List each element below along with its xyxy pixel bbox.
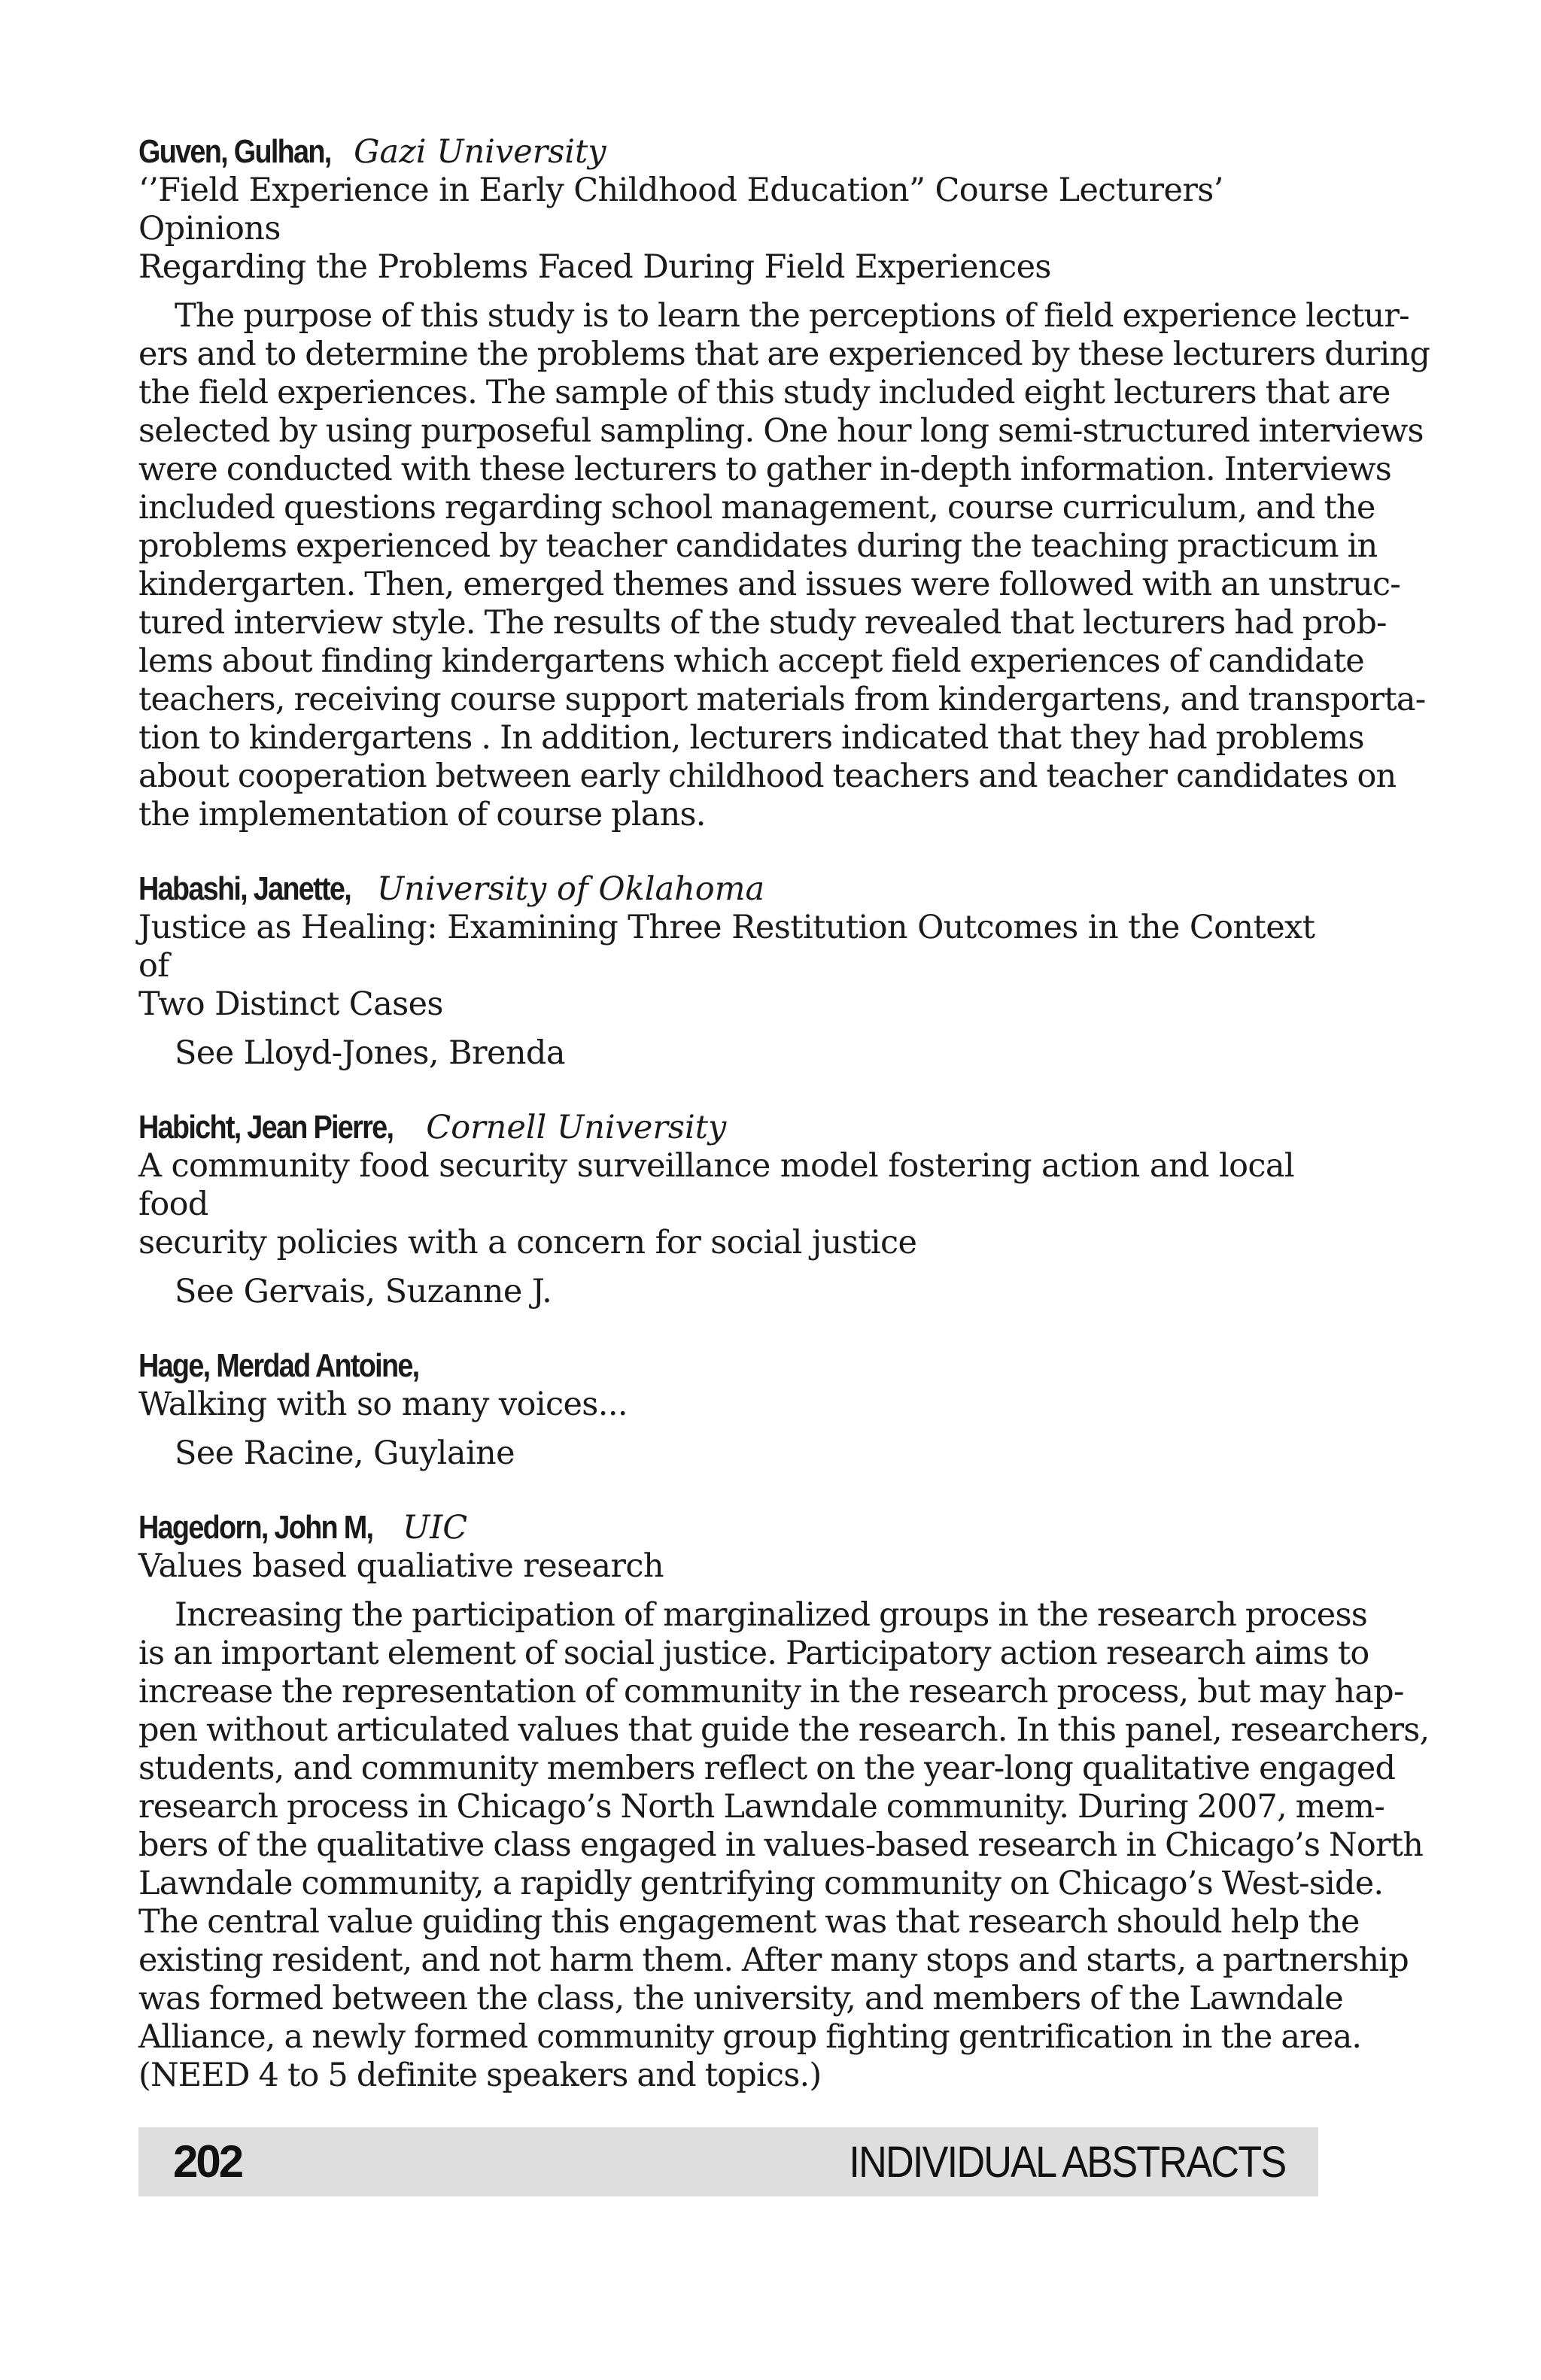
- body-line: kindergarten. Then, emerged themes and issues were followed with an unstruc-: [138, 566, 1400, 603]
- title-line: Values based qualiative research: [138, 1547, 664, 1585]
- body-line: the implementation of course plans.: [138, 796, 706, 833]
- author-line: [138, 132, 1320, 172]
- body-line: students, and community members reflect on the year-long qualitative engaged: [138, 1750, 1396, 1787]
- body-line: pen without articulated values that guide the research. In this panel, researchers,: [138, 1711, 1430, 1749]
- title-line: Walking with so many voices...: [138, 1386, 628, 1423]
- see-reference: See Lloyd-Jones, Brenda: [175, 1034, 565, 1072]
- body-line: Lawndale community, a rapidly gentrifying community on Chicago’s West-side.: [138, 1865, 1384, 1902]
- affiliation: Gazi University: [354, 133, 606, 171]
- body-line: problems experienced by teacher candidates during the teaching practicum in: [138, 527, 1378, 565]
- author-line: [138, 1508, 1320, 1547]
- author-name: Habashi, Janette,: [138, 870, 351, 907]
- author-name: Hagedorn, John M,: [138, 1509, 373, 1546]
- page-number: 202: [173, 2136, 242, 2187]
- body-line: bers of the qualitative class engaged in values-based research in Chicago’s North: [138, 1826, 1424, 1864]
- title-line: Two Distinct Cases: [138, 985, 443, 1023]
- body-line: tured interview style. The results of the study revealed that lecturers had prob-: [138, 604, 1387, 642]
- abstract-title: [138, 1386, 1320, 1424]
- abstract-title: [138, 909, 1320, 1024]
- body-line: research process in Chicago’s North Lawndale community. During 2007, mem-: [138, 1788, 1385, 1826]
- abstract-body: [138, 297, 1430, 834]
- abstract-body: [138, 1596, 1430, 2095]
- body-line: The central value guiding this engagement was that research should help the: [138, 1903, 1360, 1941]
- title-line: A community food security surveillance model fostering action and local food: [138, 1147, 1295, 1223]
- body-line: about cooperation between early childhood teachers and teacher candidates on: [138, 757, 1397, 795]
- section-title: INDIVIDUAL ABSTRACTS: [849, 2138, 1285, 2187]
- body-line: tion to kindergartens . In addition, lecturers indicated that they had problems: [138, 719, 1364, 757]
- author-name: Habicht, Jean Pierre,: [138, 1109, 394, 1146]
- see-reference: See Gervais, Suzanne J.: [175, 1273, 552, 1310]
- author-line: [138, 1108, 1320, 1147]
- author-name: Hage, Merdad Antoine,: [138, 1347, 419, 1384]
- affiliation: UIC: [403, 1509, 468, 1547]
- author-line: [138, 1346, 1320, 1386]
- abstract-title: [138, 1547, 1320, 1586]
- abstracts-page: [138, 132, 1430, 2130]
- body-line: Alliance, a newly formed community group fighting gentrification in the area.: [138, 2018, 1362, 2056]
- body-line: lems about finding kindergartens which accept field experiences of candidate: [138, 642, 1364, 680]
- body-line: ers and to determine the problems that are experienced by these lecturers during: [138, 335, 1430, 373]
- body-line: (NEED 4 to 5 definite speakers and topics.): [138, 2057, 822, 2094]
- body-line: teachers, receiving course support materials from kindergartens, and transporta-: [138, 681, 1426, 718]
- author-line: [138, 870, 1320, 909]
- affiliation: Cornell University: [426, 1109, 727, 1146]
- body-line: The purpose of this study is to learn the perceptions of field experience lectur-: [175, 297, 1409, 335]
- body-line: selected by using purposeful sampling. One hour long semi-structured interviews: [138, 412, 1424, 450]
- title-line: Regarding the Problems Faced During Field Experiences: [138, 248, 1051, 286]
- body-line: were conducted with these lecturers to gather in-depth information. Interviews: [138, 451, 1392, 488]
- abstract-title: [138, 172, 1320, 287]
- abstract-title: [138, 1147, 1320, 1262]
- title-line: Justice as Healing: Examining Three Restitution Outcomes in the Context of: [138, 909, 1315, 985]
- body-line: the field experiences. The sample of this study included eight lecturers that are: [138, 374, 1391, 411]
- body-line: increase the representation of community in the research process, but may hap-: [138, 1673, 1404, 1711]
- body-line: was formed between the class, the university, and members of the Lawndale: [138, 1980, 1343, 2017]
- author-name: Guven, Gulhan,: [138, 133, 331, 170]
- body-line: included questions regarding school management, course curriculum, and the: [138, 489, 1375, 527]
- page-footer: [138, 2127, 1318, 2196]
- abstract-entry: [138, 1108, 1320, 1311]
- title-line: security policies with a concern for social justice: [138, 1224, 917, 1261]
- abstract-entry: [138, 1508, 1430, 2095]
- body-line: is an important element of social justice. Participatory action research aims to: [138, 1635, 1369, 1672]
- body-line: existing resident, and not harm them. After many stops and starts, a partnership: [138, 1941, 1409, 1979]
- abstract-entry: [138, 132, 1430, 834]
- body-line: Increasing the participation of marginalized groups in the research process: [175, 1596, 1367, 1634]
- affiliation: University of Oklahoma: [376, 870, 765, 908]
- title-line: ‘’Field Experience in Early Childhood Education” Course Lecturers’ Opinions: [138, 172, 1223, 247]
- abstract-entry: [138, 1346, 1320, 1473]
- abstract-entry: [138, 870, 1320, 1073]
- see-reference: See Racine, Guylaine: [175, 1434, 515, 1472]
